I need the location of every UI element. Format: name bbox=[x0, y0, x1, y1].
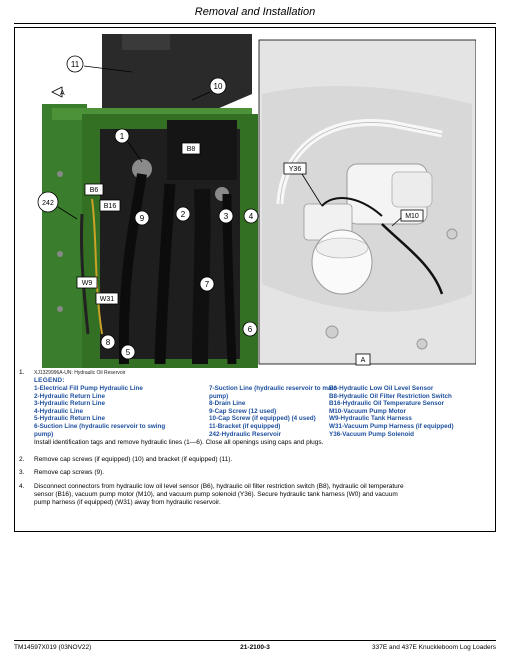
callout-4 bbox=[244, 209, 258, 223]
svg-text:11: 11 bbox=[70, 60, 80, 69]
svg-text:9: 9 bbox=[139, 214, 145, 223]
svg-text:6: 6 bbox=[247, 325, 253, 334]
callout-9 bbox=[135, 211, 149, 225]
callout-b8 bbox=[182, 143, 200, 154]
legend-item: B16-Hydraulic Oil Temperature Sensor bbox=[329, 400, 445, 408]
callout-w9 bbox=[77, 277, 97, 288]
legend-title: LEGEND: bbox=[34, 377, 65, 384]
svg-text:3: 3 bbox=[223, 212, 229, 221]
svg-text:2: 2 bbox=[180, 210, 186, 219]
svg-text:242: 242 bbox=[42, 200, 54, 207]
legend-item: 3-Hydraulic Return Line bbox=[34, 400, 106, 408]
legend-item: B8-Hydraulic Oil Filter Restriction Switch bbox=[329, 392, 452, 400]
svg-text:W31: W31 bbox=[99, 296, 115, 303]
legend-item: 1-Electrical Fill Pump Hydraulic Line bbox=[34, 385, 143, 392]
step-2-number: 2. bbox=[19, 456, 25, 463]
legend-item: 7-Suction Line (hydraulic reservoir to main bbox=[209, 385, 338, 392]
page-title: Removal and Installation bbox=[194, 6, 316, 18]
svg-text:B6: B6 bbox=[89, 187, 99, 194]
header-divider bbox=[14, 23, 496, 24]
legend-column-3 bbox=[329, 385, 454, 438]
callout-7 bbox=[200, 277, 214, 291]
footer-divider bbox=[14, 640, 496, 641]
legend-column-2 bbox=[209, 385, 337, 438]
callout-w31 bbox=[96, 293, 118, 304]
footer-doc-id: TM14597X019 (03NOV22) bbox=[14, 644, 92, 651]
step-3-text: Remove cap screws (9). bbox=[34, 469, 105, 476]
legend-item: 242-Hydraulic Reservoir bbox=[209, 430, 282, 438]
step-4-line: Disconnect connectors from hydraulic low oil level sensor (B6), hydraulic oil filter restriction switch (B8), hydraulic oil temperature bbox=[34, 483, 404, 490]
svg-text:M10: M10 bbox=[405, 213, 419, 220]
figure-caption: XJ1329996A-UN: Hydraulic Oil Reservoir bbox=[34, 370, 126, 376]
svg-text:Y36: Y36 bbox=[288, 166, 302, 173]
svg-text:B16: B16 bbox=[103, 203, 117, 210]
right-photo-detail-a bbox=[259, 40, 476, 365]
legend-item: 11-Bracket (if equipped) bbox=[209, 422, 281, 430]
step-4-line: sensor (B16), vacuum pump motor (M10), and vacuum pump solenoid (Y36). Secure hydraulic tank harness (W0) and vacuum bbox=[34, 491, 398, 499]
left-photo bbox=[22, 34, 258, 368]
step-1-text: Install identification tags and remove hydraulic lines (1—6). Close all openings using caps and plugs. bbox=[34, 439, 324, 446]
svg-text:7: 7 bbox=[204, 280, 210, 289]
legend-item: 2-Hydraulic Return Line bbox=[34, 392, 106, 400]
legend-item: 6-Suction Line (hydraulic reservoir to swing bbox=[34, 422, 166, 430]
svg-text:A: A bbox=[60, 90, 65, 97]
legend-item: M10-Vacuum Pump Motor bbox=[329, 407, 406, 415]
legend-column-1 bbox=[34, 385, 165, 438]
callout-view-a bbox=[356, 354, 370, 365]
callout-5 bbox=[121, 345, 135, 359]
legend-item: 5-Hydraulic Return Line bbox=[34, 415, 106, 423]
svg-text:4: 4 bbox=[248, 212, 254, 221]
legend-item: 4-Hydraulic Line bbox=[34, 407, 83, 415]
legend-item: Y36-Vacuum Pump Solenoid bbox=[329, 430, 415, 438]
svg-text:B8: B8 bbox=[186, 146, 196, 153]
svg-text:5: 5 bbox=[125, 348, 131, 357]
legend-item: B6-Hydraulic Low Oil Level Sensor bbox=[329, 385, 434, 392]
legend-item: pump) bbox=[209, 392, 229, 400]
callout-3 bbox=[219, 209, 233, 223]
footer-machine-name: 337E and 437E Knuckleboom Log Loaders bbox=[372, 644, 496, 651]
footer-page-number: 21-2100-3 bbox=[240, 644, 270, 651]
step-4-number: 4. bbox=[19, 483, 25, 490]
step-1-number: 1. bbox=[19, 369, 25, 376]
svg-text:A: A bbox=[360, 357, 366, 364]
legend-item: 10-Cap Screw (if equipped) (4 used) bbox=[209, 415, 316, 423]
svg-text:W9: W9 bbox=[81, 280, 93, 287]
legend-item: 8-Drain Line bbox=[209, 400, 246, 408]
legend-item: 9-Cap Screw (12 used) bbox=[209, 407, 277, 415]
step-3-number: 3. bbox=[19, 469, 25, 476]
step-4-text bbox=[34, 483, 404, 508]
callout-6 bbox=[243, 322, 257, 336]
hydraulic-reservoir-figure bbox=[22, 34, 476, 368]
callout-8 bbox=[101, 335, 115, 349]
callout-2 bbox=[176, 207, 190, 221]
legend-item: pump) bbox=[34, 430, 54, 438]
callout-b16 bbox=[100, 200, 120, 211]
content-box bbox=[14, 27, 496, 532]
step-2-text: Remove cap screws (if equipped) (10) and bracket (if equipped) (11). bbox=[34, 456, 233, 463]
svg-text:8: 8 bbox=[105, 338, 111, 347]
svg-text:10: 10 bbox=[213, 82, 223, 91]
callout-b6 bbox=[85, 184, 103, 195]
svg-text:1: 1 bbox=[119, 132, 125, 141]
step-4-line: pump harness (if equipped) (W31) away from hydraulic reservoir. bbox=[34, 499, 221, 507]
legend-item: W31-Vacuum Pump Harness (if equipped) bbox=[329, 422, 454, 430]
legend-item: W9-Hydraulic Tank Harness bbox=[329, 415, 412, 423]
